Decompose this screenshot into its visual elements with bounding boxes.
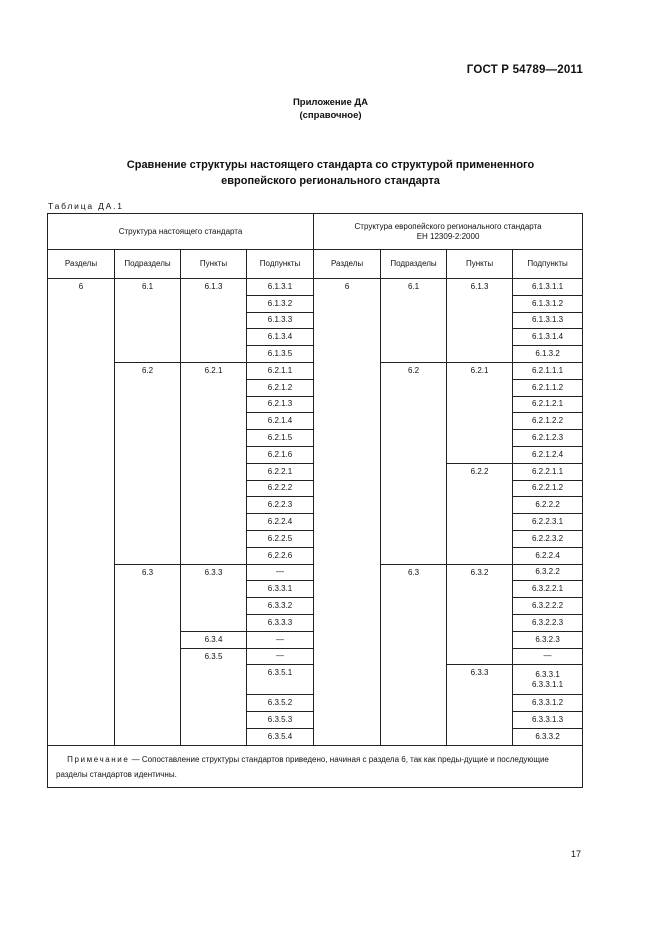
right-subpoint-cell: 6.2.2.3.1: [513, 514, 583, 531]
right-subpoint-cell: 6.3.2.3: [513, 631, 583, 648]
right-point-cell: 6.2.1: [447, 362, 513, 463]
right-subpoint-cell: 6.1.3.2: [513, 346, 583, 363]
title-line-1: Сравнение структуры настоящего стандарта со структурой примененного: [126, 159, 535, 171]
left-subsection-cell: 6.2: [115, 362, 181, 564]
column-header: Пункты: [447, 250, 513, 279]
right-subpoint-cell: 6.3.2.2.3: [513, 614, 583, 631]
left-group-header: Структура настоящего стандарта: [48, 214, 314, 250]
left-point-cell: 6.3.5: [181, 648, 247, 745]
left-subpoint-cell: 6.1.3.4: [247, 329, 314, 346]
right-subpoint-cell: 6.1.3.1.4: [513, 329, 583, 346]
document-code: ГОСТ Р 54789—2011: [466, 64, 583, 76]
left-subpoint-cell: 6.2.2.5: [247, 530, 314, 547]
right-section-cell: 6: [314, 279, 381, 746]
left-subpoint-cell: 6.1.3.5: [247, 346, 314, 363]
right-point-cell: 6.1.3: [447, 279, 513, 363]
title-line-2: европейского регионального стандарта: [221, 175, 440, 187]
right-subpoint-line-2: 6.3.3.1.1: [531, 679, 564, 689]
right-subpoint-cell: [513, 665, 583, 695]
right-group-header: [314, 214, 583, 250]
page-title: [60, 157, 601, 189]
left-subsection-cell: 6.3: [115, 564, 181, 745]
right-subpoint-cell: 6.2.2.3.2: [513, 530, 583, 547]
right-subpoint-cell: 6.3.3.1.2: [513, 695, 583, 712]
left-subpoint-cell: 6.3.3.3: [247, 614, 314, 631]
left-subpoint-cell: 6.1.3.1: [247, 279, 314, 296]
table-note: [48, 745, 583, 787]
left-subpoint-cell: —: [247, 564, 314, 581]
left-subpoint-cell: —: [247, 648, 314, 665]
left-subpoint-cell: 6.2.2.1: [247, 463, 314, 480]
right-subsection-cell: 6.1: [381, 279, 447, 363]
left-subpoint-cell: 6.2.1.6: [247, 446, 314, 463]
left-subpoint-cell: 6.3.5.1: [247, 665, 314, 695]
left-subpoint-cell: 6.3.5.2: [247, 695, 314, 712]
appendix-title: Приложение ДА: [292, 97, 369, 108]
left-subpoint-cell: 6.3.5.3: [247, 712, 314, 729]
right-subpoint-cell: 6.2.2.1.2: [513, 480, 583, 497]
left-subpoint-cell: 6.3.5.4: [247, 728, 314, 745]
right-subpoint-cell: 6.2.1.2.2: [513, 413, 583, 430]
column-header: Подразделы: [115, 250, 181, 279]
right-subpoint-cell: 6.1.3.1.3: [513, 312, 583, 329]
page-number: 17: [570, 849, 581, 859]
right-point-cell: 6.3.3: [447, 665, 513, 745]
left-subpoint-cell: 6.1.3.3: [247, 312, 314, 329]
column-header: Пункты: [181, 250, 247, 279]
left-subpoint-cell: 6.3.3.2: [247, 598, 314, 615]
note-text: — Сопоставление структуры стандартов приведено, начиная с раздела 6, так как преды-дущие и последующие разделы стандартов идентичны.: [56, 754, 549, 779]
right-subsection-cell: 6.2: [381, 362, 447, 564]
left-subpoint-cell: 6.2.2.2: [247, 480, 314, 497]
right-point-cell: 6.3.2: [447, 564, 513, 665]
left-point-cell: 6.3.3: [181, 564, 247, 631]
left-subpoint-cell: 6.1.3.2: [247, 295, 314, 312]
left-subpoint-cell: 6.2.1.5: [247, 430, 314, 447]
right-subpoint-cell: 6.3.3.1.3: [513, 712, 583, 729]
right-point-cell: 6.2.2: [447, 463, 513, 564]
table-label: Таблица ДА.1: [48, 201, 124, 211]
left-subpoint-cell: 6.2.1.4: [247, 413, 314, 430]
right-subpoint-cell: 6.2.1.2.1: [513, 396, 583, 413]
right-subpoint-cell: 6.2.1.2.3: [513, 430, 583, 447]
left-subpoint-cell: 6.3.3.1: [247, 581, 314, 598]
right-subpoint-cell: 6.3.2.2.1: [513, 581, 583, 598]
left-subpoint-cell: 6.2.2.6: [247, 547, 314, 564]
right-subpoint-cell: 6.1.3.1.1: [513, 279, 583, 296]
column-header: Разделы: [314, 250, 381, 279]
right-subpoint-cell: 6.3.3.2: [513, 728, 583, 745]
left-subpoint-cell: 6.2.2.4: [247, 514, 314, 531]
left-subpoint-cell: —: [247, 631, 314, 648]
appendix-subtitle: (справочное): [299, 110, 362, 121]
right-subpoint-cell: 6.2.1.2.4: [513, 446, 583, 463]
right-subpoint-cell: 6.1.3.1.2: [513, 295, 583, 312]
appendix-heading: [0, 96, 661, 122]
right-subpoint-line-1: 6.3.3.1: [535, 669, 560, 679]
right-subpoint-cell: 6.2.1.1.2: [513, 379, 583, 396]
right-subsection-cell: 6.3: [381, 564, 447, 745]
right-subpoint-cell: 6.3.2.2.2: [513, 598, 583, 615]
right-subpoint-cell: —: [513, 648, 583, 665]
right-subpoint-cell: 6.2.2.2: [513, 497, 583, 514]
left-point-cell: 6.2.1: [181, 362, 247, 564]
right-subpoint-cell: 6.2.2.1.1: [513, 463, 583, 480]
column-header: Подразделы: [381, 250, 447, 279]
left-section-cell: 6: [48, 279, 115, 746]
column-header: Подпункты: [513, 250, 583, 279]
left-point-cell: 6.1.3: [181, 279, 247, 363]
left-subpoint-cell: 6.2.2.3: [247, 497, 314, 514]
left-subpoint-cell: 6.2.1.3: [247, 396, 314, 413]
right-subpoint-cell: 6.2.1.1.1: [513, 362, 583, 379]
left-subpoint-cell: 6.2.1.1: [247, 362, 314, 379]
column-header: Разделы: [48, 250, 115, 279]
right-subpoint-cell: 6.3.2.2: [513, 564, 583, 581]
comparison-table: [47, 213, 583, 788]
column-header: Подпункты: [247, 250, 314, 279]
right-group-header-line-1: Структура европейского регионального стандарта: [354, 221, 542, 231]
left-subpoint-cell: 6.2.1.2: [247, 379, 314, 396]
left-point-cell: 6.3.4: [181, 631, 247, 648]
note-label: Примечание: [67, 754, 130, 764]
left-subsection-cell: 6.1: [115, 279, 181, 363]
right-group-header-line-2: ЕН 12309-2:2000: [416, 231, 480, 241]
right-subpoint-cell: 6.2.2.4: [513, 547, 583, 564]
